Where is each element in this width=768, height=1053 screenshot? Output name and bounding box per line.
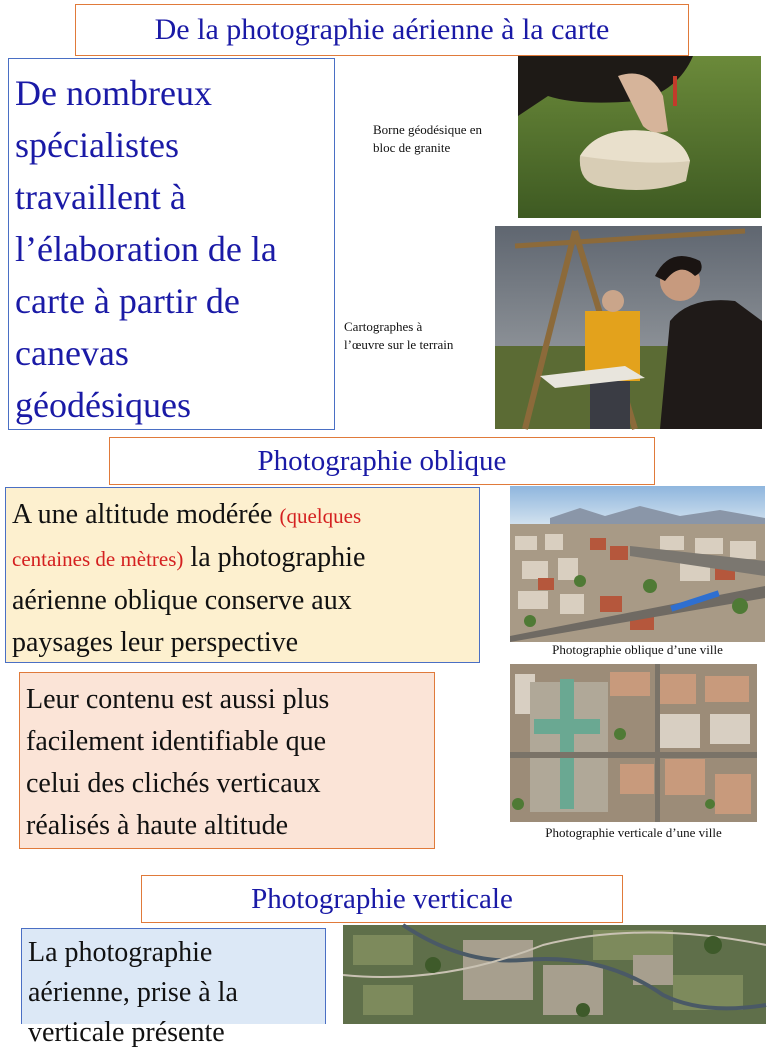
contenu-line: celui des clichés verticaux bbox=[26, 768, 321, 799]
intro-text-box bbox=[8, 58, 335, 430]
highlight-altitude: centaines de mètres) bbox=[12, 547, 184, 571]
verticale-line: La photographie bbox=[28, 937, 213, 968]
intro-line: spécialistes bbox=[15, 125, 179, 165]
section-title-oblique: Photographie oblique bbox=[109, 437, 655, 485]
oblique-text-box bbox=[5, 487, 480, 663]
section-title-verticale: Photographie verticale bbox=[141, 875, 623, 923]
intro-line: carte à partir de bbox=[15, 281, 240, 321]
photo-verticale-paysage bbox=[343, 925, 766, 1024]
verticale-text-box bbox=[21, 928, 326, 1048]
caption-cartographes: Cartographes à l’œuvre sur le terrain bbox=[344, 319, 454, 352]
intro-line: travaillent à bbox=[15, 177, 186, 217]
verticale-line: verticale présente bbox=[28, 1017, 225, 1048]
verticale-line: aérienne, prise à la bbox=[28, 977, 238, 1008]
intro-line: De nombreux bbox=[15, 73, 212, 113]
caption-verticale-ville: Photographie verticale d’une ville bbox=[545, 825, 722, 840]
photo-verticale-ville bbox=[510, 664, 757, 822]
contenu-line: réalisés à haute altitude bbox=[26, 810, 288, 841]
oblique-line-1: A une altitude modérée (quelques bbox=[12, 499, 362, 530]
contenu-text-box bbox=[19, 672, 435, 849]
intro-line: canevas bbox=[15, 333, 129, 373]
highlight-altitude: (quelques bbox=[279, 504, 362, 528]
intro-line: l’élaboration de la bbox=[15, 229, 277, 269]
contenu-line: Leur contenu est aussi plus bbox=[26, 684, 330, 715]
oblique-line-3: aérienne oblique conserve aux bbox=[12, 585, 352, 616]
oblique-line-2: centaines de mètres) la photographie bbox=[12, 542, 366, 573]
photo-borne-granite bbox=[518, 56, 761, 218]
intro-line: géodésiques bbox=[15, 385, 191, 425]
contenu-line: facilement identifiable que bbox=[26, 726, 327, 757]
caption-oblique-ville: Photographie oblique d’une ville bbox=[552, 642, 723, 657]
oblique-line-4: paysages leur perspective bbox=[12, 627, 299, 658]
caption-borne-geodesique: Borne géodésique en bloc de granite bbox=[373, 122, 483, 155]
section-title-carte: De la photographie aérienne à la carte bbox=[75, 4, 689, 56]
photo-cartographes-terrain bbox=[495, 226, 762, 429]
photo-oblique-ville bbox=[510, 486, 765, 642]
